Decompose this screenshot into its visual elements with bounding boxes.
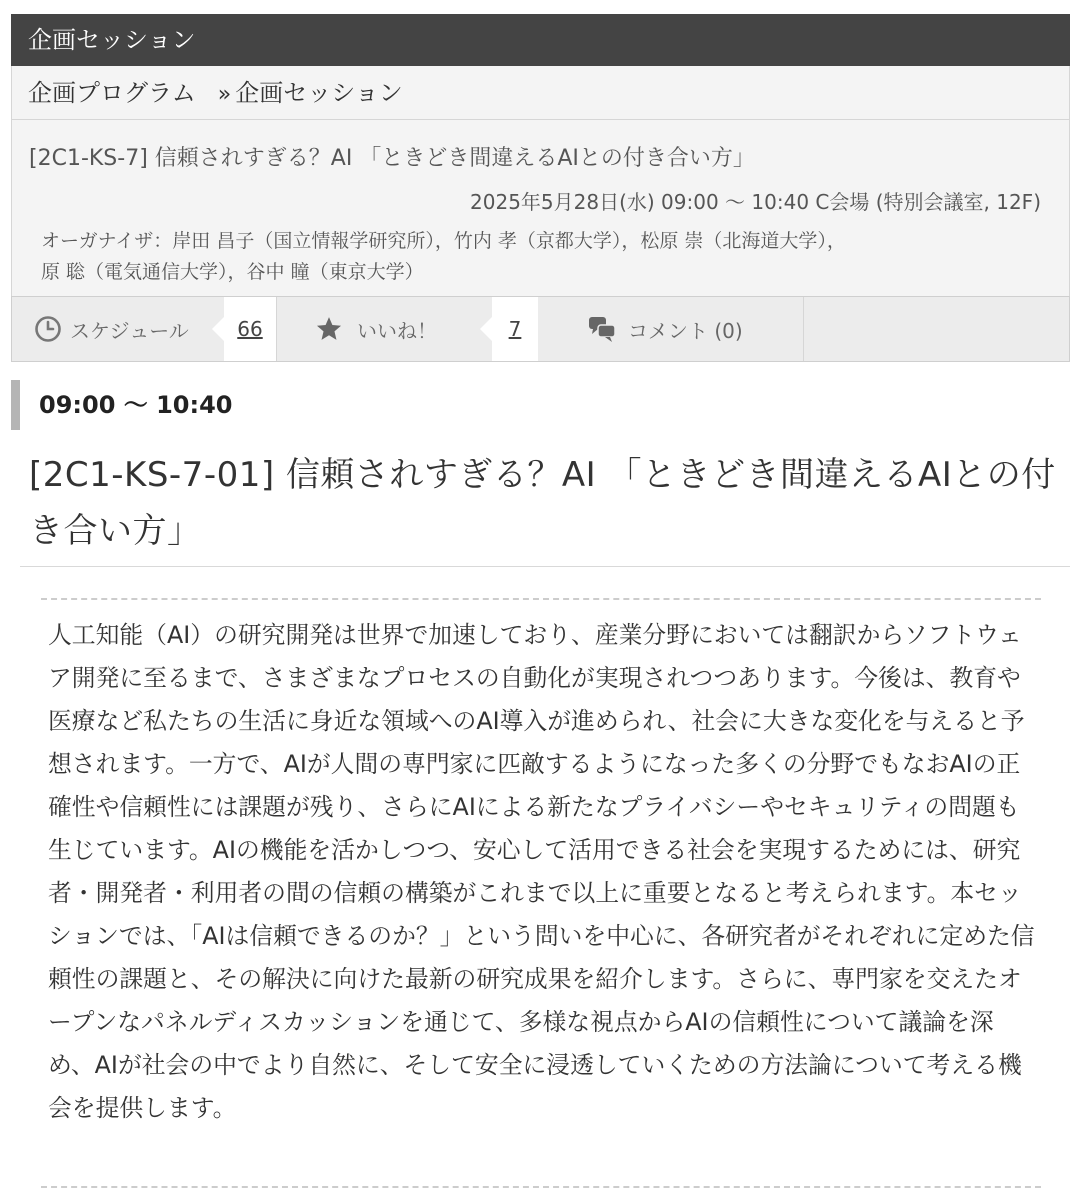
organizers-line-2: 原 聡（電気通信大学），谷中 瞳（東京大学）	[41, 261, 424, 283]
breadcrumb	[11, 66, 1070, 120]
schedule-count[interactable]: 66	[224, 297, 276, 361]
like-label: いいね！	[357, 318, 437, 343]
session-datetime: 2025年5月28日(水) 09:00 〜 10:40 C会場 (特別会議室, 12F)	[470, 190, 1041, 214]
organizers-line-1: オーガナイザ：岸田 昌子（国立情報学研究所），竹内 孝（京都大学），松原 崇（北海道大学），	[41, 230, 846, 252]
comment-button[interactable]	[538, 297, 803, 361]
session-info	[11, 120, 1070, 296]
action-bar-filler	[803, 297, 1069, 361]
session-organizers	[29, 226, 1052, 288]
like-count[interactable]: 7	[492, 297, 538, 361]
breadcrumb-separator: »	[217, 82, 232, 107]
presentation-time: 09:00 〜 10:40	[11, 380, 233, 430]
abstract-divider-top	[41, 598, 1041, 600]
divider	[20, 566, 1070, 567]
breadcrumb-item-program[interactable]: 企画プログラム	[28, 79, 196, 107]
schedule-button[interactable]	[12, 297, 224, 361]
page-title: 企画セッション	[11, 14, 1070, 66]
session-title: [2C1-KS-7] 信頼されすぎる？AI 「ときどき間違えるAIとの付き合い方」	[29, 146, 755, 171]
clock-icon	[34, 315, 62, 343]
page	[11, 14, 1070, 1122]
star-icon	[315, 315, 343, 343]
presentation-title: [2C1-KS-7-01] 信頼されすぎる？AI 「ときどき間違えるAIとの付き合い方」	[29, 455, 1056, 551]
action-bar	[11, 296, 1070, 362]
comment-label: コメント (0)	[628, 318, 743, 343]
presentation-abstract: 人工知能（AI）の研究開発は世界で加速しており、産業分野においては翻訳からソフトウェア開発に至るまで、さまざまなプロセスの自動化が実現されつつあります。今後は、教育や医療など私たちの生活に身近な領域へのAI導入が進められ、社会に大きな変化を与えると予想されます。一方で、AIが人間の専門家に匹敵するようになった多くの分野でもなおAIの正確性や信頼性には課題が残り、さらにAIによる新たなプライバシーやセキュリティの問題も生じています。AIの機能を活かしつつ、安心して活用できる社会を実現するためには、研究者・開発者・利用者の間の信頼の構築がこれまで以上に重要となると考えられます。本セッションでは、「AIは信頼できるのか？」という問いを中心に、各研究者がそれぞれに定めた信頼性の課題と、その解決に向けた最新の研究成果を紹介します。さらに、専門家を交えたオープンなパネルディスカッションを通じて、多様な視点からAIの信頼性について議論を深め、AIが社会の中でより自然に、そして安全に浸透していくための方法論について考える機会を提供します。	[48, 621, 1035, 1122]
breadcrumb-item-session: 企画セッション	[235, 79, 403, 107]
like-button[interactable]	[276, 297, 492, 361]
comment-bubbles-icon	[588, 315, 618, 343]
schedule-label: スケジュール	[70, 318, 189, 343]
abstract-divider-bottom	[41, 1186, 1041, 1188]
